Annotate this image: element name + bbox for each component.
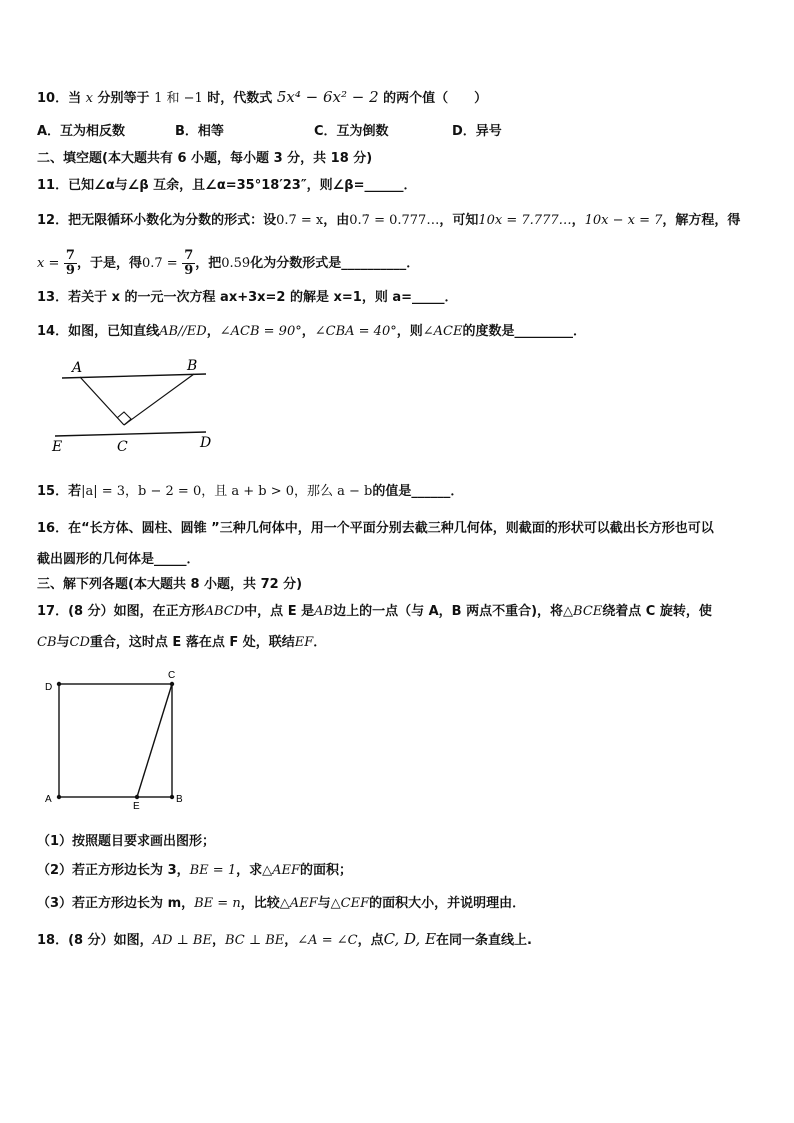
q18-text: 18．(8 分）如图， [37,933,153,948]
label-e: E [52,439,63,455]
fraction-denominator: 9 [184,263,194,278]
q12-text: ，解方程，得 [662,213,741,228]
math-expression: ∠CBA = 40° [314,324,397,339]
segment-ce [137,684,172,797]
q18-text: 在同一条直线上. [436,933,532,948]
question-16-line2: 截出圆形的几何体是_____． [37,552,200,567]
q17-text: 边上的一点（与 A，B 两点不重合)，将 [333,604,564,619]
q17-text: 与 [317,896,331,911]
fraction-numerator: 7 [184,248,194,263]
math-expression: △AEF [262,863,301,878]
q17-text: 的面积大小，并说明理由． [369,896,526,911]
math-expression: 5x⁴ − 6x² − 2 [276,88,379,106]
math-expression: 0.7̇ = [141,256,178,271]
math-values: 1 和 −1 [154,91,203,106]
math-expression: EF [294,635,314,650]
q18-text: ， [211,933,225,948]
q10-options [37,123,758,141]
right-angle-mark [117,412,131,425]
option-c: C．互为倒数 [314,124,389,139]
label-a: A [45,794,52,805]
math-expression: 10x − x = 7 [584,213,663,228]
question-18 [37,930,758,950]
segment-bc [124,374,194,425]
question-14 [37,323,758,341]
option-b: B．相等 [175,124,224,139]
q12-text: ，把 [195,256,222,271]
question-15 [37,483,758,501]
q12-text: ，由 [323,213,350,228]
math-expression: 10x = 7.777… [478,213,572,228]
q17-text: 重合，这时点 E 落在点 F 处，联结 [89,635,295,650]
question-12-line2 [37,247,758,281]
figure-parallel-lines [40,355,230,455]
figure-square [40,668,200,810]
math-expression: ABCD [204,604,245,619]
math-expression: AD ⊥ BE [152,933,212,948]
point-b [170,795,174,799]
math-expression: CB [37,635,57,650]
math-expression: x = [37,256,60,271]
q17-text: ． [313,635,327,650]
math-expression: △CEF [330,896,370,911]
math-expression: 0.7̇ = x [276,213,324,228]
q15-text: 的值是______． [372,484,464,499]
question-17-line2 [37,634,758,652]
math-expression: BE = 1 [189,863,237,878]
q14-text: 14．如图，已知直线 [37,324,160,339]
q17-text: 绕着点 C 旋转，使 [602,604,712,619]
math-expression: △AEF [279,896,318,911]
section-heading-fill-in: 二、填空题(本大题共有 6 小题，每小题 3 分，共 18 分) [37,151,373,166]
q17-text: ，比较 [240,896,280,911]
question-17-sub3 [37,895,758,913]
point-c [170,682,174,686]
math-expression: ∠ACB = 90° [219,324,302,339]
math-expression: △BCE [563,604,603,619]
q10-text: 的两个值（ ） [383,91,488,106]
question-10 [37,88,758,108]
point-a [57,795,61,799]
math-expression: ∠ACE [422,324,463,339]
math-expression: BC ⊥ BE [224,933,285,948]
question-number: 10． [37,91,69,106]
q15-text: 15．若 [37,484,82,499]
math-expression: |a| = 3，b − 2 = 0，且 a + b > 0，那么 a − b [81,484,373,499]
label-d: D [200,435,212,451]
q18-text: ，点 [357,933,384,948]
math-expression: 0.7̇ = 0.777… [349,213,440,228]
label-d: D [45,682,53,693]
math-expression: AB//ED [159,324,207,339]
option-a: A．互为相反数 [37,124,126,139]
q12-text: 12．把无限循环小数化为分数的形式：设 [37,213,277,228]
question-11: 11．已知∠α与∠β 互余，且∠α=35°18′23″，则∠β=______． [37,178,417,193]
math-expression: C, D, E [383,930,437,948]
fraction-denominator: 9 [65,263,75,278]
math-expression: 0.5̇9̇ [221,256,251,271]
question-17-sub2 [37,862,758,880]
label-a: A [72,360,83,376]
math-expression: BE = n [194,896,241,911]
q17-text: 17．(8 分）如图，在正方形 [37,604,205,619]
label-b: B [187,358,198,374]
question-12-line1 [37,212,758,230]
fraction [64,249,77,278]
label-c: C [117,439,128,455]
q10-text: 当 [68,91,82,106]
q12-text: 化为分数形式是__________． [250,256,420,271]
label-e: E [133,801,140,810]
q10-text: 分别等于 [97,91,150,106]
q10-text: 时，代数式 [207,91,273,106]
q17-text: 中，点 E 是 [244,604,315,619]
q17-text: 与 [56,635,70,650]
section-heading-solve: 三、解下列各题(本大题共 8 小题，共 72 分) [37,577,303,592]
option-d: D．异号 [452,124,502,139]
q14-text: ， [206,324,220,339]
point-e [135,795,139,799]
q14-text: ， [301,324,315,339]
q17-text: （3）若正方形边长为 m， [37,896,195,911]
q17-text: ，求 [236,863,263,878]
math-expression: ∠A = ∠C [297,933,358,948]
q18-text: ， [284,933,298,948]
fraction [182,249,195,278]
fraction-numerator: 7 [65,248,75,263]
q12-text: ，于是，得 [76,256,142,271]
math-expression: CD [69,635,90,650]
q12-text: ， [571,213,585,228]
math-expression: AB [314,604,334,619]
q14-text: ，则 [396,324,423,339]
math-var: x [85,91,93,106]
question-13: 13．若关于 x 的一元一次方程 ax+3x=2 的解是 x=1，则 a=_____． [37,290,458,305]
line-ab [62,374,206,378]
q14-text: 的度数是_________． [462,324,586,339]
q12-text: ，可知 [439,213,479,228]
line-ed [55,432,206,436]
q17-text: （2）若正方形边长为 3， [37,863,190,878]
question-17-sub1: （1）按照题目要求画出图形； [37,834,216,849]
point-d [57,682,61,686]
question-16-line1: 16．在“长方体、圆柱、圆锥 ”三种几何体中，用一个平面分别去截三种几何体，则截面的形状可以截出长方形也可以 [37,521,714,536]
q17-text: 的面积； [300,863,353,878]
question-17-line1 [37,603,758,621]
label-b: B [176,794,183,805]
label-c: C [168,670,176,681]
